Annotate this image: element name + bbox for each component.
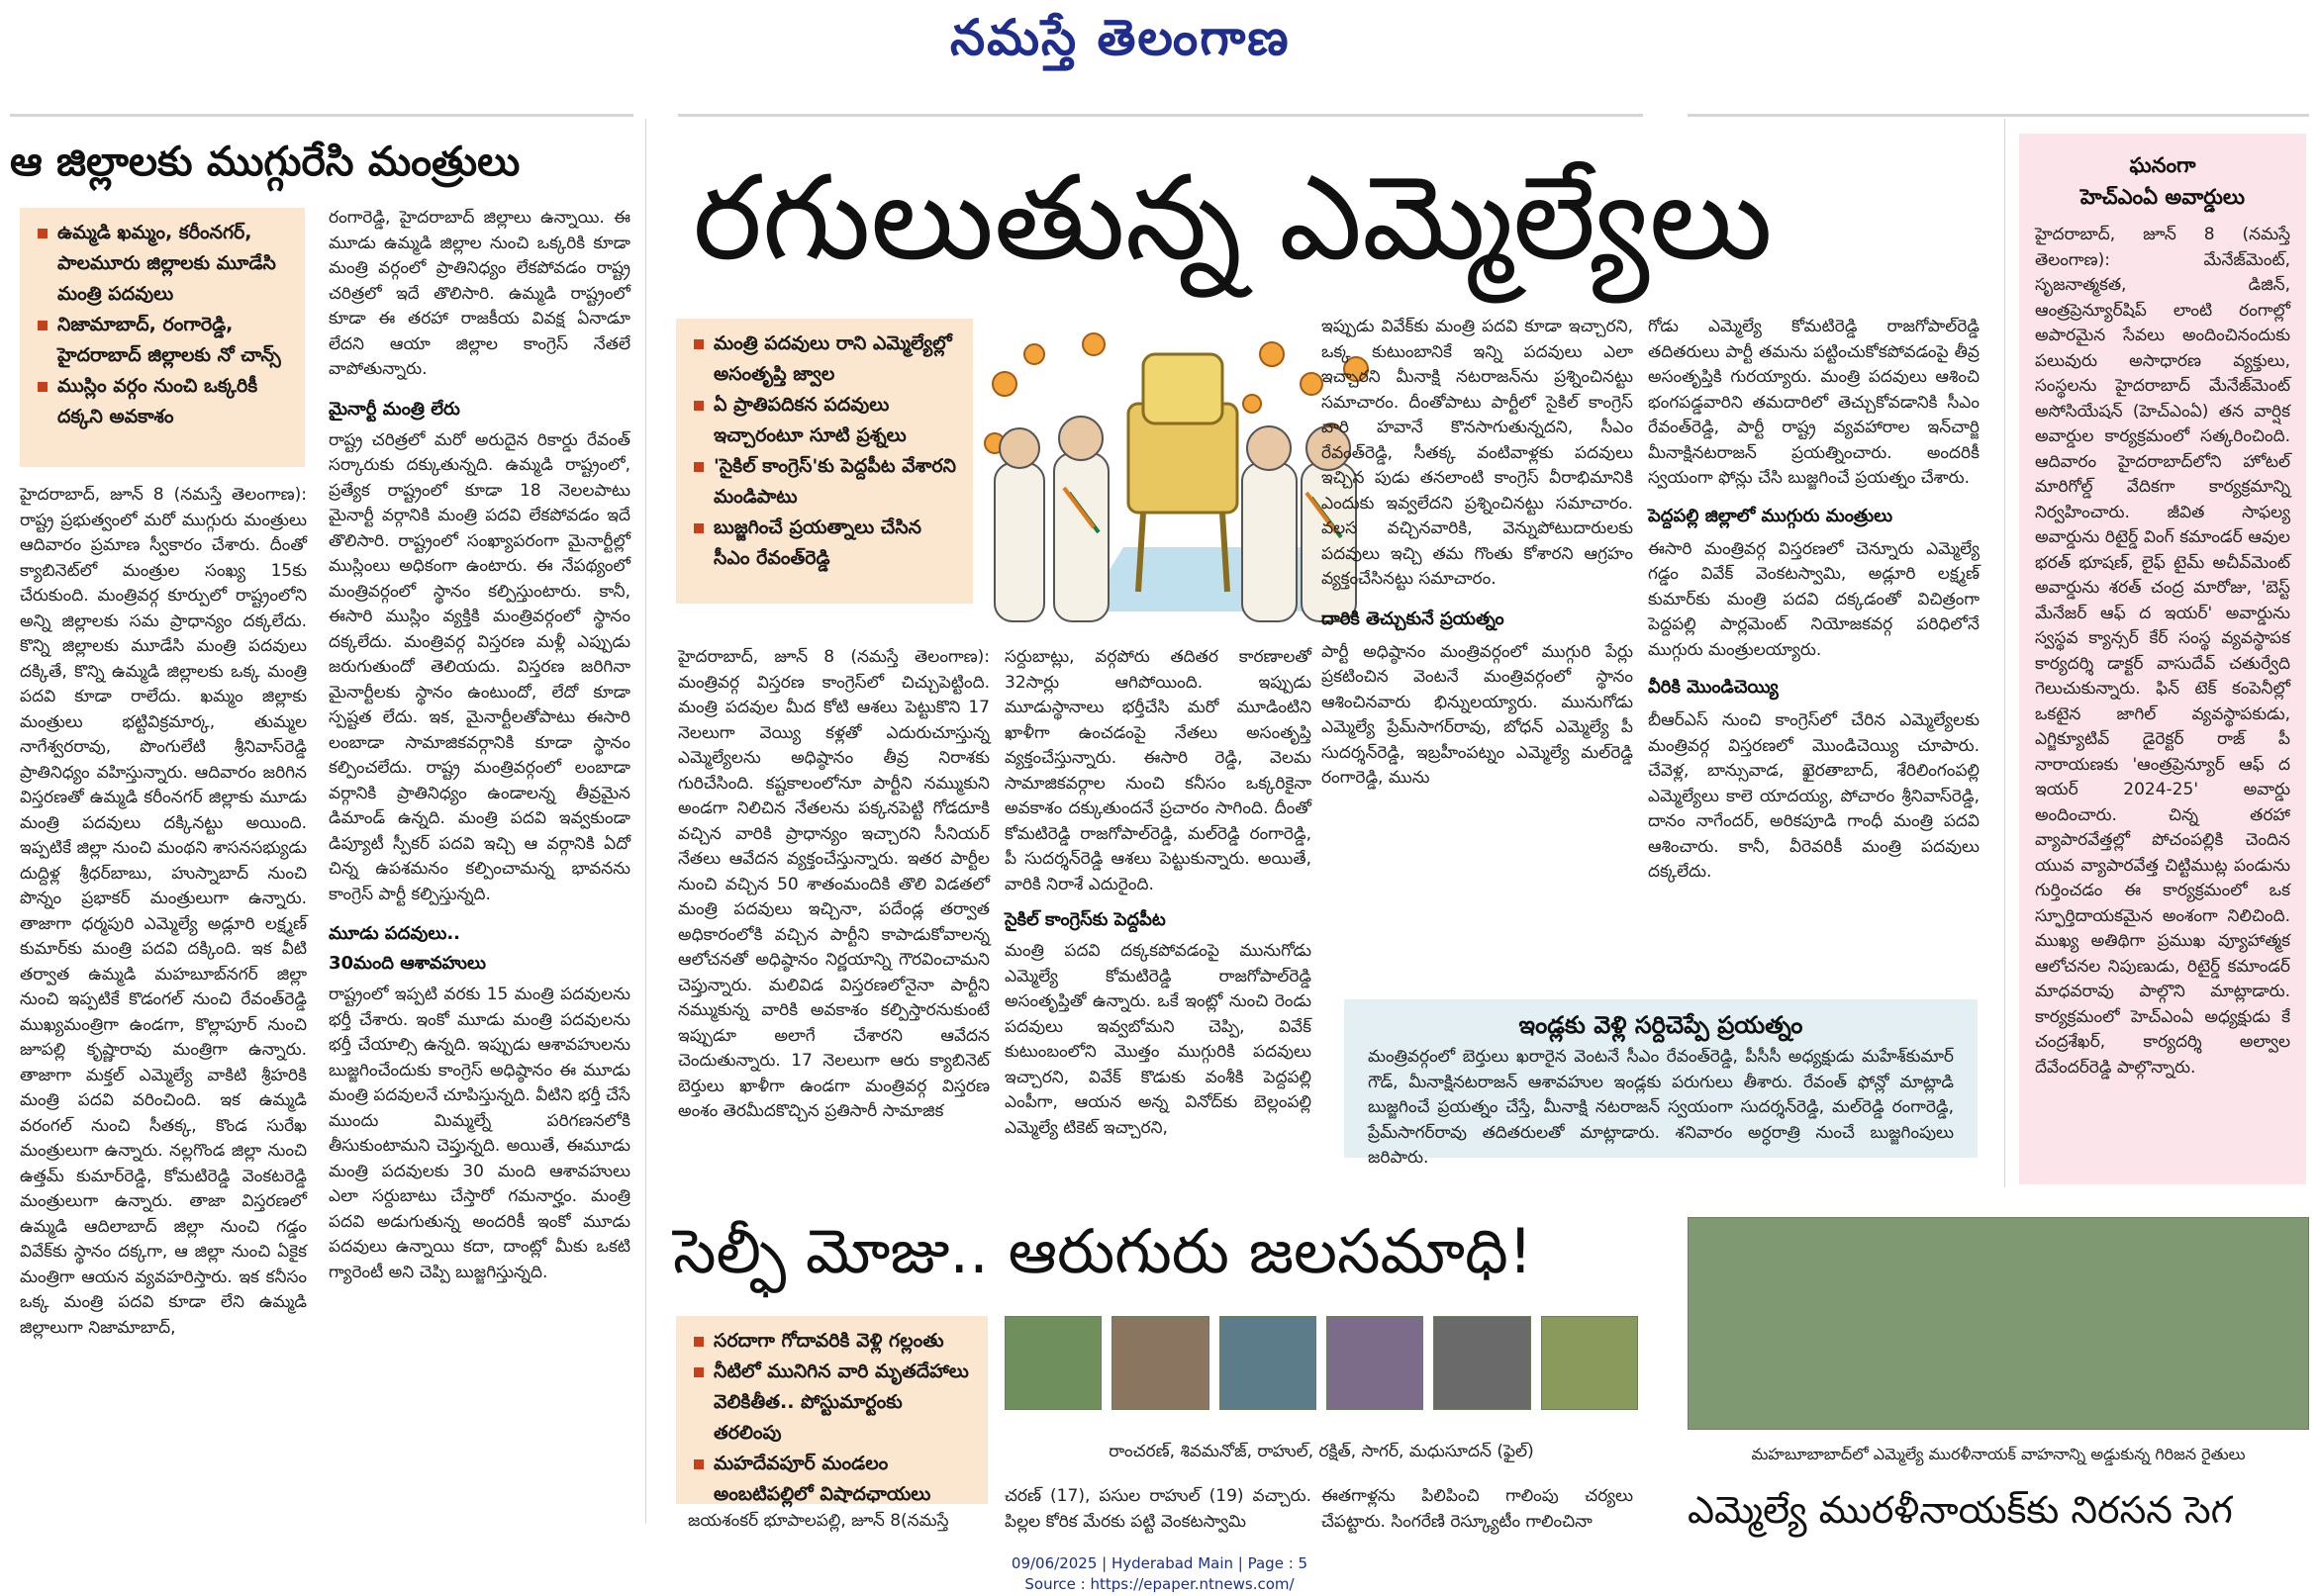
lead-article-column-2 [1005, 645, 1311, 1194]
highlight-item: నీటిలో మునిగిన వారి మృతదేహాలు వెలికితీత.. పోస్టుమార్టంకు తరలింపు [690, 1357, 974, 1449]
footer-meta: 09/06/2025 | Hyderabad Main | Page : 5 [1011, 1554, 1308, 1572]
right-article-headline-line1: ఘనంగా [2129, 153, 2196, 177]
photo-caption: రాంచరణ్, శివమనోజ్, రాహుల్, రక్షిత్, సాగర్, మధుసూదన్ (ఫైల్) [1109, 1442, 1534, 1461]
lead-article-sidebar-box [1344, 999, 1978, 1168]
subheading: సైకిల్ కాంగ్రెస్‌కు పెద్దపీట [1005, 909, 1166, 930]
subheading: 30మంది ఆశావహులు [329, 953, 486, 974]
left-article-column-2 [329, 206, 630, 1522]
box-headline: ఇండ్లకు వెళ్లి సర్దిచెప్పే ప్రయత్నం [1518, 1011, 1803, 1039]
victims-photo-strip [1005, 1316, 1638, 1410]
footer-source: Source : https://epaper.ntnews.com/ [1024, 1575, 1295, 1593]
article-paragraph: హైదరాబాద్, జూన్ 8 (నమస్తే తెలంగాణ): మంత్రివర్గ విస్తరణ కాంగ్రెస్‌లో చిచ్చుపెట్టింది. మంత్రి పదవుల మీద కోటి ఆశలు పెట్టుకొని 17 నెలలుగా వెయ్యి కళ్లతో ఎదురుచూస్తున్న ఎమ్మెల్యేలను అధిష్ఠానం తీవ్ర నిరాశకు గురిచేసింది. కష్టకాలంలోనూ పార్టీని నమ్ముకుని అండగా నిలిచిన నేతలను పక్కనపెట్టి గోడదూకి వచ్చిన వారికి ప్రాధాన్యం ఇచ్చారని సీనియర్ నేతలు ఆవేదన వ్యక్తంచేస్తున్నారు. ఇతర పార్టీల నుంచి వచ్చిన 50 శాతంమందికి తొలి విడతలో మంత్రి పదవులు ఇచ్చినా, పదేండ్ల తర్వాత అధికారంలోకి వచ్చిన పార్టీని కాపాడుకోవాలన్న ఆలోచనతో అధిష్ఠానం నిర్ణయాన్ని గౌరవించామని చెప్తున్నారు. మలివిడ విస్తరణలోనైనా పార్టీని నమ్ముకున్న వారికి అవకాశం కల్పిస్తారనుకుంటే ఇప్పుడూ అలాగే చేశారని ఆవేదన చెందుతున్నారు. 17 నెలలుగా ఆరు క్యాబినెట్ బెర్తులు ఖాళీగా ఉండగా మంత్రివర్గ విస్తరణ అంశం తెరమీదకొచ్చిన ప్రతిసారీ సామాజిక [678, 647, 990, 1121]
highlight-item: సరదాగా గోదావరికి వెళ్లి గల్లంతు [690, 1326, 974, 1357]
right-article [2019, 134, 2306, 1184]
photo-caption: మహబూబాబాద్‌లో ఎమ్మెల్యే మురళీనాయక్ వాహనాన్ని అడ్డుకున్న గిరిజన రైతులు [1751, 1445, 2246, 1463]
portrait-photo [1219, 1316, 1316, 1410]
lead-article-column-4 [1648, 315, 1980, 997]
selfie-article-column-3: ఈతగాళ్లను పిలిపించి గాలింపు చర్యలు చేపట్టారు. సింగరేణి రెస్క్యూటీం గాలించినా [1321, 1486, 1633, 1532]
highlight-item: బుజ్జగించే ప్రయత్నాలు చేసిన సీఎం రేవంత్‌రెడ్డి [690, 513, 959, 574]
article-paragraph: రాష్ట్ర చరిత్రలో మరో అరుదైన రికార్డు రేవంత్ సర్కారుకు దక్కుతున్నది. ఉమ్మడి రాష్ట్రంలో, ప్రత్యేక రాష్ట్రంలో కూడా 18 నెలలపాటు మైనార్టీ వర్గానికి మంత్రి పదవి లేకపోవడం ఇదే తొలిసారి. రాష్ట్రంలో సంఖ్యాపరంగా మైనార్టీల్లో ముస్లింలు అధికంగా ఉంటారు. ఈ నేపథ్యంలో మంత్రివర్గంలో స్థానం కల్పిస్తుంటారు. కానీ, ఈసారి ముస్లిం వ్యక్తికి మంత్రివర్గంలో స్థానం దక్కలేదు. మంత్రివర్గ విస్తరణ మళ్లీ ఎప్పుడు జరుగుతుందో తెలియదు. విస్తరణ జరిగినా మైనార్టీలకు స్థానం ఉంటుందో, లేదో కూడా స్పష్టత లేదు. ఇక, మైనార్టీలతోపాటు ఈసారి లంబాడా సామాజికవర్గానికి కూడా స్థానం కల్పించలేదు. రాష్ట్ర మంత్రివర్గంలో లంబాడా వర్గానికి ప్రాతినిధ్యం ఉండాలన్న తీవ్రమైన డిమాండ్ ఉన్నది. మంత్రి పదవి ఇవ్వకుండా డిప్యూటీ స్పీకర్ పదవి ఇచ్చి ఆ వర్గానికి ఏదో చిన్న ఉపశమనం కల్పించామన్న భావనను కాంగ్రెస్ పార్టీ కల్పిస్తున్నది. [329, 429, 630, 904]
highlight-item: 'సైకిల్ కాంగ్రెస్'కు పెద్దపీట వేశారని మండిపాటు [690, 451, 959, 513]
column-divider [645, 119, 646, 1524]
divider [10, 114, 633, 117]
article-paragraph: మంత్రి పదవి దక్కకపోవడంపై మునుగోడు ఎమ్మెల్యే కోమటిరెడ్డి రాజగోపాల్‌రెడ్డి అసంతృప్తితో ఉన్నారు. ఒకే ఇంట్లో నుంచి రెండు పదవులు ఇవ్వబోమని చెప్పి, వివేక్ కుటుంబంలోని మొత్తం ముగ్గురికి పదవులు ఇచ్చారని, వివేక్ కొడుకు వంశీకి పెద్దపల్లి ఎంపీగా, ఆయన అన్న వినోద్‌కు బెల్లంపల్లి ఎమ్మెల్యే టికెట్ ఇచ్చారని, [1005, 941, 1311, 1138]
subheading: మూడు పదవులు.. [329, 923, 461, 944]
protest-photo [1688, 1217, 2309, 1430]
bottom-right-headline: ఎమ్మెల్యే మురళీనాయక్‌కు నిరసన సెగ [1688, 1488, 2233, 1532]
subheading: మైనార్టీ మంత్రి లేరు [329, 398, 460, 420]
article-paragraph: సర్దుబాట్లు, వర్గపోరు తదితర కారణాలతో 32సార్లు ఆగిపోయింది. ఇప్పుడు మూడుస్థానాలు భర్తీచేసి మరో మూడింటిని ఖాళీగా ఉంచడంపై నేతలు అసంతృప్తి వ్యక్తంచేస్తున్నారు. ఈసారి రెడ్డి, వెలమ సామాజికవర్గాల నుంచి కనీసం ఒక్కరికైనా అవకాశం దక్కుతుందనే ప్రచారం సాగింది. దీంతో కోమటిరెడ్డి రాజగోపాల్‌రెడ్డి, మల్‌రెడ్డి రంగారెడ్డి, పీ సుదర్శన్‌రెడ్డి ఆశలు పెట్టుకున్నారు. అయితే, వారికి నిరాశే ఎదురైంది. [1005, 647, 1311, 894]
masthead [0, 0, 2319, 89]
right-article-text: హైదరాబాద్, జూన్ 8 (నమస్తే తెలంగాణ): మేనేజ్‌మెంట్, సృజనాత్మకత, డిజిన్, ఆంత్రప్రెన్యూర్‌షిప్ లాంటి రంగాల్లో అపారమైన సేవలు అందించినందుకు పలువురు అసాధారణ వ్యక్తులు, సంస్థలను హైదరాబాద్ మేనేజ్‌మెంట్ అసోసియేషన్ (హెచ్‌ఎంఏ) తన వార్షిక అవార్డుల కార్యక్రమంలో సత్కరించింది. ఆదివారం హైదరాబాద్‌లోని హోటల్ మారిగోల్డ్ వేదికగా కార్యక్రమాన్ని నిర్వహించారు. జీవిత సాఫల్య అవార్డును రిటైర్డ్ వింగ్ కమాండర్ ఆవుల భరత్ భూషణ్, లైఫ్ టైమ్ అచీవ్‌మెంట్ అవార్డును శరత్ చంద్ర మారోజు, 'బెస్ట్ మేనేజర్ ఆఫ్ ద ఇయర్' అవార్డును స్వస్థవ క్యాన్సర్ కేర్ సంస్థ వ్యవస్థాపక కార్యదర్శి డాక్టర్ వాసుదేవ్ చతుర్వేది గెలుచుకున్నారు. ఫిన్ టెక్ కంపెనీల్లో ఒకటైన జాగిల్ వ్యవస్థాపకుడు, ఎగ్జిక్యూటివ్ డైరెక్టర్ రాజ్ పీ నారాయణకు 'ఆంత్రప్రెన్యూర్ ఆఫ్ ద ఇయర్ 2024-25' అవార్డు అందించారు. చిన్న తరహా వ్యాపారవేత్తల్లో పోచంపల్లికి చెందిన యువ వ్యాపారవేత్త చిట్టిముట్ల పండును గుర్తించడం ఈ కార్యక్రమంలో ఒక స్ఫూర్తిదాయకమైన అంశంగా నిలిచింది. ముఖ్య అతిథిగా ప్రముఖ వ్యూహాత్మక ఆలోచనల నిపుణుడు, రిటైర్డ్ కమాండర్ మాధవరావు పాల్గొని మాట్లాడారు. కార్యక్రమంలో హెచ్‌ఎంఏ అధ్యక్షుడు కే చంద్రశేఖర్, కార్యదర్శి అల్వాల దేవేందర్‌రెడ్డి పాల్గొన్నారు. [2035, 225, 2290, 1078]
divider [1688, 114, 2309, 117]
box-text: మంత్రివర్గంలో బెర్తులు ఖరారైన వెంటనే సీఎం రేవంత్‌రెడ్డి, పీసీసీ అధ్యక్షుడు మహేశ్‌కుమార్ గౌడ్, మీనాక్షినటరాజన్ ఆశావహుల ఇండ్లకు పరుగులు తీశారు. రేవంత్ ఫోన్లో మాట్లాడి బుజ్జగించే ప్రయత్నం చేస్తే, మీనాక్షి నటరాజన్ స్వయంగా సుదర్శన్‌రెడ్డి, మల్‌రెడ్డి రంగారెడ్డి, ప్రేమ్‌సాగర్‌రావు తదితరులతో మాట్లాడారు. శనివారం అర్ధరాత్రి నుంచే బుజ్జగింపులు జరిపారు. [1368, 1047, 1954, 1168]
highlight-item: ఉమ్మడి ఖమ్మం, కరీంనగర్, పాలమూరు జిల్లాలకు మూడేసి మంత్రి పదవులు [34, 218, 291, 310]
highlight-item: మంత్రి పదవులు రాని ఎమ్మెల్యేల్లో అసంతృప్తి జ్వాల [690, 329, 959, 390]
column-divider [2004, 119, 2005, 1187]
portrait-photo [1326, 1316, 1423, 1410]
left-article-headline: ఆ జిల్లాలకు ముగ్గురేసి మంత్రులు [10, 138, 521, 185]
article-paragraph: పార్టీ అధిష్ఠానం మంత్రివర్గంలో ముగ్గురి పేర్లు ప్రకటించిన వెంటనే మంత్రివర్గంలో స్థానం ఆశించినవారు భిన్నులయ్యారు. మునుగోడు ఎమ్మెల్యే ప్రేమ్‌సాగర్‌రావు, బోధన్ ఎమ్మెల్యే పీ సుదర్శన్‌రెడ్డి, ఇబ్రహీంపట్నం ఎమ్మెల్యే మల్‌రెడ్డి రంగారెడ్డి, మును [1321, 641, 1633, 788]
divider [678, 114, 1643, 117]
article-paragraph: గోడు ఎమ్మెల్యే కోమటిరెడ్డి రాజగోపాల్‌రెడ్డి తదితరులు పార్టీ తమను పట్టించుకోకపోవడంపై తీవ్ర అసంతృప్తికి గురయ్యారు. మంత్రి పదవులు ఆశించి భంగపడ్డవారిని తమదారిలో తెచ్చుకోవడానికి సీఎం రేవంత్‌రెడ్డి, పార్టీ రాష్ట్ర వ్యవహారాల ఇన్‌చార్జి మీనాక్షినటరాజన్ ప్రయత్నించారు. అందరికీ స్వయంగా ఫోన్లు చేసి బుజ్జగించే ప్రయత్నం చేశారు. [1648, 317, 1980, 488]
lead-article-column-1 [678, 645, 990, 1194]
article-paragraph: బీఆర్‌ఎస్ నుంచి కాంగ్రెస్‌లో చేరిన ఎమ్మెల్యేలకు మంత్రివర్గ విస్తరణలో మొండిచెయ్యి చూపారు. చేవెళ్ల, బాన్సువాడ, ఖైరతాబాద్, శేరిలింగంపల్లి ఎమ్మెల్యేలు కాలె యాదయ్య, పోచారం శ్రీనివాస్‌రెడ్డి, దానం నాగేందర్, అరికపూడి గాంధీ మంత్రి పదవి ఆశించారు. కానీ, వీరెవరికీ మంత్రి పదవులు దక్కలేదు. [1648, 710, 1980, 882]
selfie-article-column-1: జయశంకర్ భూపాలపల్లి, జూన్ 8(నమస్తే [688, 1511, 949, 1531]
selfie-article-highlights [676, 1316, 988, 1504]
right-article-headline-line2: హెచ్‌ఎంఏ అవార్డులు [2079, 185, 2246, 209]
subheading: దారికి తెచ్చుకునే ప్రయత్నం [1321, 608, 1504, 629]
selfie-article-headline: సెల్ఫీ మోజు.. ఆరుగురు జలసమాధి! [673, 1215, 1533, 1287]
highlight-item: ముస్లిం వర్గం నుంచి ఒక్కరికీ దక్కని అవకాశం [34, 371, 291, 432]
selfie-article-column-2: చరణ్ (17), పసుల రాహుల్ (19) వచ్చారు. పిల్లల కోరిక మేరకు పట్టి వెంకటస్వామి [1005, 1486, 1311, 1532]
highlight-item: నిజామాబాద్, రంగారెడ్డి, హైదరాబాద్ జిల్లాలకు నో చాన్స్ [34, 310, 291, 371]
subheading: పెద్దపల్లి జిల్లాలో ముగ్గురు మంత్రులు [1648, 505, 1893, 526]
article-paragraph: హైదరాబాద్, జూన్ 8 (నమస్తే తెలంగాణ): రాష్ట్ర ప్రభుత్వంలో మరో ముగ్గురు మంత్రులు ఆదివారం ప్రమాణ స్వీకారం చేశారు. దీంతో క్యాబినెట్‌లో మంత్రుల సంఖ్య 15కు చేరుకుంది. మంత్రివర్గ కూర్పులో రాష్ట్రంలోని అన్ని జిల్లాలకు సమ ప్రాధాన్యం దక్కలేదు. కొన్ని జిల్లాలకు మూడేసి మంత్రి పదవులు దక్కితే, కొన్ని ఉమ్మడి జిల్లాలకు ఒక్క మంత్రి పదవి కూడా రాలేదు. ఖమ్మం జిల్లాకు మంత్రులు భట్టివిక్రమార్క, తుమ్మల నాగేశ్వరరావు, పొంగులేటి శ్రీనివాస్‌రెడ్డి ప్రాతినిధ్యం వహిస్తున్నారు. ఆదివారం జరిగిన విస్తరణతో ఉమ్మడి కరీంనగర్ జిల్లాకు మూడు మంత్రి పదవులు దక్కినట్టు అయింది. ఇప్పటికే జిల్లా నుంచి మంథని శాసనసభ్యుడు దుద్దిళ్ల శ్రీధర్‌బాబు, హుస్నాబాద్ నుంచి పొన్నం ప్రభాకర్ మంత్రులుగా ఉన్నారు. తాజాగా ధర్మపురి ఎమ్మెల్యే అడ్లూరి లక్ష్మణ్ కుమార్‌కు మంత్రి పదవి దక్కింది. ఇక వీటి తర్వాత ఉమ్మడి మహబూబ్‌నగర్ జిల్లా నుంచి ఇప్పటికే కొడంగల్ నుంచి రేవంత్‌రెడ్డి ముఖ్యమంత్రిగా ఉండగా, కొల్లాపూర్ నుంచి జూపల్లి కృష్ణారావు మంత్రిగా ఉన్నారు. తాజాగా మక్తల్ ఎమ్మెల్యే వాకిటి శ్రీహరికి మంత్రి పదవి వరించింది. ఇక ఉమ్మడి వరంగల్ నుంచి సీతక్క, కొండ సురేఖ మంత్రులుగా ఉన్నారు. నల్లగొండ జిల్లా నుంచి ఉత్తమ్ కుమార్‌రెడ్డి, కోమటిరెడ్డి వెంకటరెడ్డి మంత్రులుగా ఉన్నారు. తాజా విస్తరణలో ఉమ్మడి ఆదిలాబాద్ జిల్లా నుంచి గడ్డం వివేక్‌కు స్థానం దక్కగా, ఆ జిల్లా నుంచి ఏకైక మంత్రిగా ఆయన వ్యవహరిస్తారు. ఇక కనీసం ఒక్క మంత్రి పదవి కూడా లేని ఉమ్మడి జిల్లాలుగా నిజామాబాద్, [20, 485, 307, 1338]
lead-article-headline: రగులుతున్న ఎమ్మెల్యేలు [693, 149, 1773, 286]
article-paragraph: రాష్ట్రంలో ఇప్పటి వరకు 15 మంత్రి పదవులను భర్తీ చేశారు. ఇంకో మూడు మంత్రి పదవులను భర్తీ చేయాల్సి ఉన్నది. ఇప్పుడు ఆశావహులను బుజ్జగించేందుకు కాంగ్రెస్ అధిష్ఠానం ఈ మూడు మంత్రి పదవులనే చూపిస్తున్నది. వీటిని భర్తీ చేసే ముందు మిమ్మల్నే పరిగణనలోకి తీసుకుంటామని చెప్తున్నది. అయితే, ఈమూడు మంత్రి పదవులకు 30 మంది ఆశావహులు ఎలా సర్దుబాటు చేస్తారో గమనార్హం. మంత్రి పదవి అడుగుతున్న అందరికీ ఇంకో మూడు పదవులు ఉన్నాయి కదా, దాంట్లో మీకు ఒకటి గ్యారెంటీ అని చెప్పి బుజ్జగిస్తున్నది. [329, 985, 630, 1282]
article-paragraph: రంగారెడ్డి, హైదరాబాద్ జిల్లాలు ఉన్నాయి. ఈ మూడు ఉమ్మడి జిల్లాల నుంచి ఒక్కరికి కూడా మంత్రి వర్గంలో ప్రాతినిధ్యం లేకపోవడం రాష్ట్ర చరిత్రలో ఇదే తొలిసారి. ఉమ్మడి రాష్ట్రంలో కూడా ఈ తరహా రాజకీయ వివక్ష ఏనాడూ లేదని ఆయా జిల్లాల కాంగ్రెస్ నేతలే వాపోతున్నారు. [329, 208, 630, 379]
highlight-item: మహదేవపూర్ మండలం అంబటిపల్లిలో విషాదఛాయలు [690, 1449, 974, 1510]
portrait-photo [1433, 1316, 1530, 1410]
portrait-photo [1005, 1316, 1102, 1410]
newspaper-title: నమస్తే తెలంగాణ [950, 8, 1291, 66]
article-paragraph: ఇప్పుడు వివేక్‌కు మంత్రి పదవి కూడా ఇచ్చారని, ఒక్క కుటుంబానికే ఇన్ని పదవులు ఎలా ఇచ్చారని మీనాక్షి నటరాజన్‌ను ప్రశ్నించినట్టు సమాచారం. దీంతోపాటు పార్టీలో సైకిల్ కాంగ్రెస్ వారి హవానే కొనసాగుతున్నదని, సీఎం రేవంత్‌రెడ్డి, సీతక్క వంటివాళ్లకు పదవులు ఇచ్చిన పుడు తనలాంటి కాంగ్రెస్ వీరాభిమానికి ఎందుకు ఇవ్వలేదని ప్రశ్నించినట్టు సమాచారం. వలస వచ్చినవారికి, వెన్నుపోటుదారులకు పదవులు ఇచ్చి తమ గొంతు కోశారని ఆగ్రహం వ్యక్తంచేసినట్టు సమాచారం. [1321, 317, 1633, 589]
left-article-column-1 [20, 483, 307, 1522]
left-article-highlights [20, 208, 305, 467]
portrait-photo [1111, 1316, 1208, 1410]
lead-article-column-3 [1321, 315, 1633, 997]
portrait-photo [1541, 1316, 1638, 1410]
subheading: వీరికి మొండిచెయ్యి [1648, 677, 1779, 698]
lead-article-highlights [676, 319, 973, 604]
highlight-item: ఏ ప్రాతిపదికన పదవులు ఇచ్చారంటూ సూటి ప్రశ్నలు [690, 390, 959, 451]
article-paragraph: ఈసారి మంత్రివర్గ విస్తరణలో చెన్నూరు ఎమ్మెల్యే గడ్డం వివేక్ వెంకటస్వామి, అడ్లూరి లక్ష్మణ్ కుమార్‌కు మంత్రి పదవి దక్కడంతో విచిత్రంగా పెద్దపల్లి పార్లమెంట్ నియోజకవర్గ పరిధిలోనే ముగ్గురు మంత్రులయ్యారు. [1648, 538, 1980, 660]
